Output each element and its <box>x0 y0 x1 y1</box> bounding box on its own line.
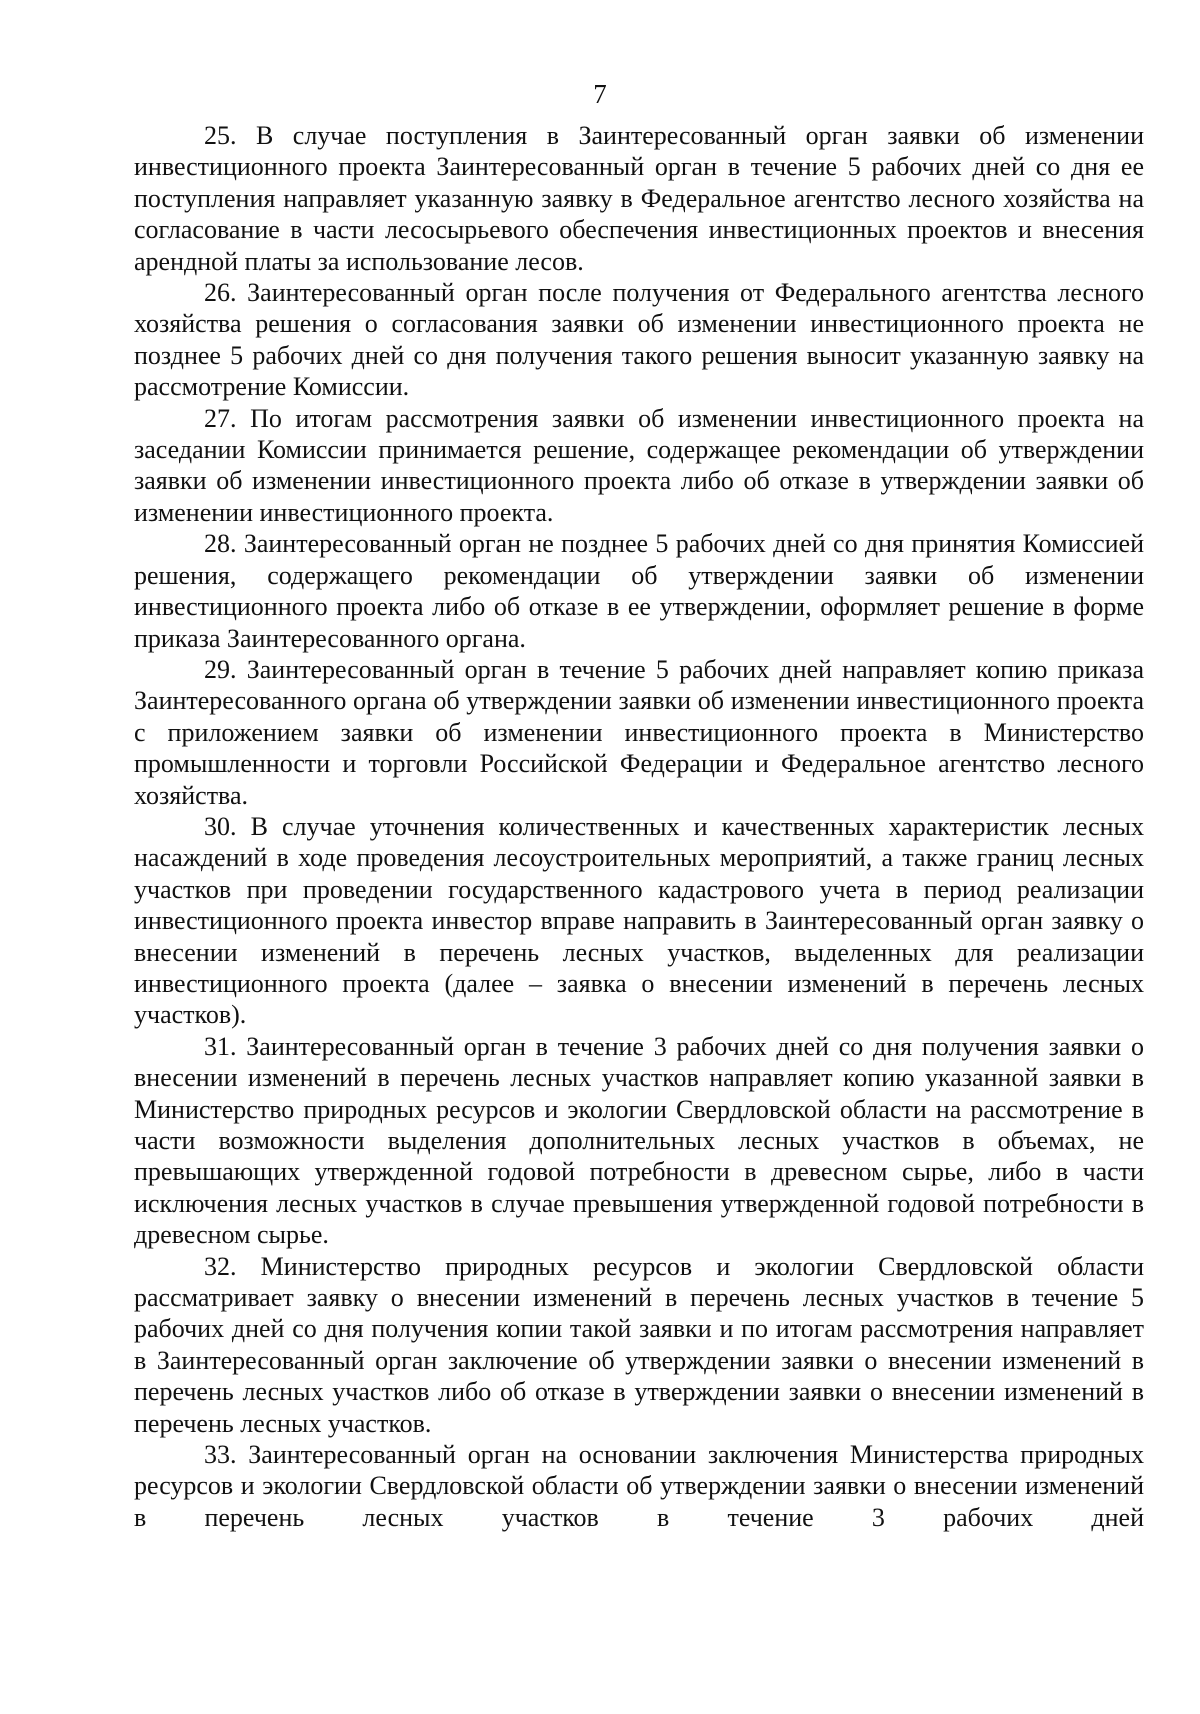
paragraph-25: 25. В случае поступления в Заинтересованный орган заявки об изменении инвестиционного проекта Заинтересованный орган в течение 5 рабочих дней со дня ее поступления направляет указанную заявку в Федеральное агентство лесного хозяйства на согласование в части лесосырьевого обеспечения инвестиционных проектов и внесения арендной платы за использование лесов. <box>134 121 1144 276</box>
paragraph-29: 29. Заинтересованный орган в течение 5 рабочих дней направляет копию приказа Заинтересованного органа об утверждении заявки об изменении инвестиционного проекта с приложением заявки об изменении инвестиционного проекта в Министерство промышленности и торговли Российской Федерации и Федеральное агентство лесного хозяйства. <box>134 654 1144 810</box>
page-number: 7 <box>593 79 607 109</box>
paragraph-31: 31. Заинтересованный орган в течение 3 рабочих дней со дня получения заявки о внесении изменений в перечень лесных участков направляет копию указанной заявки в Министерство природных ресурсов и экологии Свердловской области на рассмотрение в части возможности выделения дополнительных лесных участков в объемах, не превышающих утвержденной годовой потребности в древесном сырье, либо в части исключения лесных участков в случае превышения утвержденной годовой потребности в древесном сырье. <box>134 1031 1144 1250</box>
paragraph-33: 33. Заинтересованный орган на основании заключения Министерства природных ресурсов и экологии Свердловской области об утверждении заявки о внесении изменений в перечень лесных участков в течение 3 рабочих дней <box>134 1440 1144 1532</box>
paragraph-32: 32. Министерство природных ресурсов и экологии Свердловской области рассматривает заявку о внесении изменений в перечень лесных участков в течение 5 рабочих дней со дня получения копии такой заявки и по итогам рассмотрения направляет в Заинтересованный орган заключение об утверждении заявки о внесении изменений в перечень лесных участков либо об отказе в утверждении заявки о внесении изменений в перечень лесных участков. <box>134 1251 1144 1438</box>
paragraph-27: 27. По итогам рассмотрения заявки об изменении инвестиционного проекта на заседании Комиссии принимается решение, содержащее рекомендации об утверждении заявки об изменении инвестиционного проекта либо об отказе в утверждении заявки об изменении инвестиционного проекта. <box>134 403 1144 527</box>
paragraph-28: 28. Заинтересованный орган не позднее 5 рабочих дней со дня принятия Комиссией решения, содержащего рекомендации об утверждении заявки об изменении инвестиционного проекта либо об отказе в ее утверждении, оформляет решение в форме приказа Заинтересованного органа. <box>134 529 1144 653</box>
paragraph-26: 26. Заинтересованный орган после получения от Федерального агентства лесного хозяйства решения о согласования заявки об изменении инвестиционного проекта не позднее 5 рабочих дней со дня получения такого решения выносит указанную заявку на рассмотрение Комиссии. <box>134 278 1144 402</box>
document-body <box>134 120 1144 1533</box>
paragraph-30: 30. В случае уточнения количественных и качественных характеристик лесных насаждений в ходе проведения лесоустроительных мероприятий, а также границ лесных участков при проведении государственного кадастрового учета в период реализации инвестиционного проекта инвестор вправе направить в Заинтересованный орган заявку о внесении изменений в перечень лесных участков, выделенных для реализации инвестиционного проекта (далее – заявка о внесении изменений в перечень лесных участков). <box>134 811 1144 1030</box>
